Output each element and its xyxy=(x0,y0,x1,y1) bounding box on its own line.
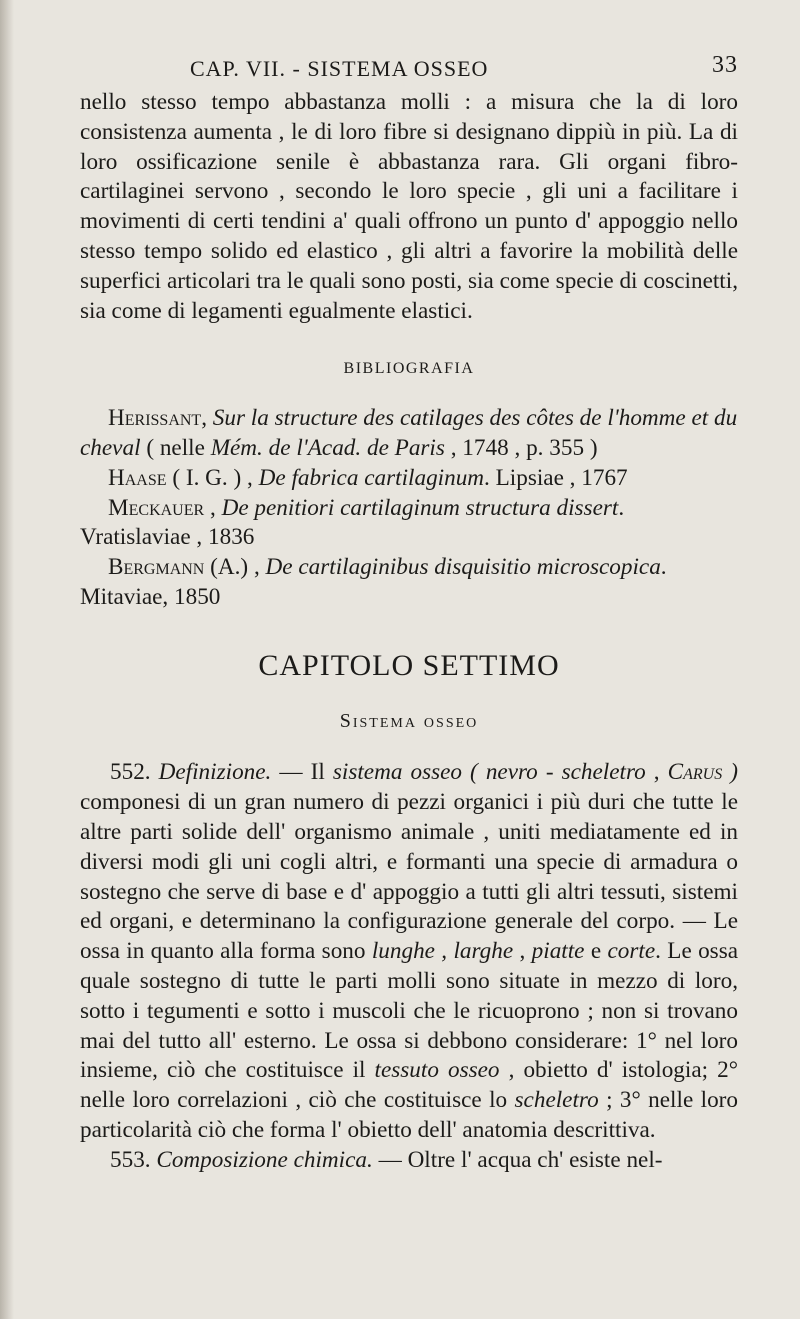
body-text: — Oltre l' acqua ch' esiste nel- xyxy=(372,1146,663,1173)
chapter-title: CAPITOLO SETTIMO xyxy=(258,648,560,682)
ref-title: Sur la structure des catilages des côtes de l'homme et du cheval xyxy=(80,405,738,461)
ref-detail: , 1748 , p. 355 ) xyxy=(444,434,598,461)
paragraph-553 xyxy=(80,1146,738,1176)
ref-detail: (A.) , xyxy=(204,554,266,581)
body-text: , obietto d' istologia; 2° nelle loro correlazioni , ciò che costituisce lo xyxy=(80,1057,739,1114)
running-head xyxy=(80,48,738,88)
intro-paragraph: nello stesso tempo abbastanza molli : a misura che la di loro consistenza aumenta , le di loro fibre si designano dippiù in più. La di loro ossificazione senile è abbastanza rara. Gli organi fibro-cartilaginei servono , secondo le loro specie , gli uni a facilitare i movimenti di certi tendini a' quali offrono un punto d' appoggio nello stesso tempo solido ed elastico , gli altri a favorire la mobilità delle superfici articolari tra le quali sono posti, sia come specie di coscinetti, sia come di legamenti egualmente elastici. xyxy=(80,89,738,324)
body-italic: tessuto osseo xyxy=(374,1057,500,1084)
paragraph-552 xyxy=(80,758,738,1145)
ref-detail: ( nelle xyxy=(140,434,211,461)
paragraph-heading: Definizione. xyxy=(158,759,272,786)
body-text: . Le ossa quale sostegno di tutte le parti molli sono situate in mezzo di loro, sotto i tegumenti e sotto i muscoli che le ricuoprono ; non si trovano mai del tutto all' esterno. Le ossa si debbono considerare: 1° nel loro insieme, ciò che costituisce il xyxy=(80,938,739,1084)
ref-author: Haase xyxy=(108,464,167,491)
ref-title: De penitiori cartilaginum structura dissert xyxy=(221,494,619,521)
page-number: 33 xyxy=(712,52,738,78)
body-italic: scheletro xyxy=(514,1087,599,1114)
ref-detail: . Mitaviae, 1850 xyxy=(80,554,667,610)
ref-detail: . Lipsiae , 1767 xyxy=(484,464,628,491)
ref-title: De cartilaginibus disquisitio microscopica xyxy=(265,554,661,581)
paragraph-number: 552. xyxy=(110,759,151,786)
ref-detail: , xyxy=(204,494,222,521)
body-text: e xyxy=(584,938,608,965)
body-text: — Il xyxy=(271,759,333,786)
bibliography-entry xyxy=(80,464,738,494)
ref-detail: . Vratislaviae , 1836 xyxy=(80,494,625,551)
ref-detail: ( I. G. ) , xyxy=(166,464,259,491)
body-italic: corte xyxy=(607,938,656,965)
paragraph-heading: Composizione chimica. xyxy=(156,1146,373,1173)
ref-author: Bergmann xyxy=(108,554,205,581)
body-text: ; 3° nelle loro particolarità ciò che forma l' obietto dell' anatomia descrittiva. xyxy=(80,1087,738,1143)
bibliography-entry xyxy=(80,494,738,554)
body-italic: lunghe , larghe xyxy=(371,938,514,965)
ref-author: Meckauer xyxy=(108,494,205,521)
bibliography-entry xyxy=(80,553,738,613)
ref-title: De fabrica cartilaginum xyxy=(258,464,485,491)
body-italic: piatte xyxy=(531,938,585,965)
running-title: CAP. VII. - SISTEMA OSSEO xyxy=(190,56,489,81)
bibliography-heading: BIBLIOGRAFIA xyxy=(343,360,475,378)
bibliography-entry xyxy=(80,404,738,464)
body-italic: Carus ) xyxy=(667,759,738,786)
ref-journal: Mém. de l'Acad. de Paris xyxy=(210,434,445,461)
section-title: Sistema osseo xyxy=(339,709,479,732)
ref-author: Herissant, xyxy=(108,405,207,432)
body-text: , xyxy=(645,759,668,786)
body-italic: sistema osseo ( nevro - scheletro xyxy=(332,759,646,786)
paragraph-number: 553. xyxy=(110,1146,151,1173)
body-text: , xyxy=(513,938,532,965)
body-text: componesi di un gran numero di pezzi organici i più duri che tutte le altre parti solide dell' organismo animale , uniti mediatamente ed in diversi modi gli uni cogli altri, e formanti una specie di armadura o sostegno che serve di base e d' appoggio a tutti gli altri tessuti, sistemi ed organi, e determinano la configurazione generale del corpo. — Le ossa in quanto alla forma sono xyxy=(80,789,738,965)
